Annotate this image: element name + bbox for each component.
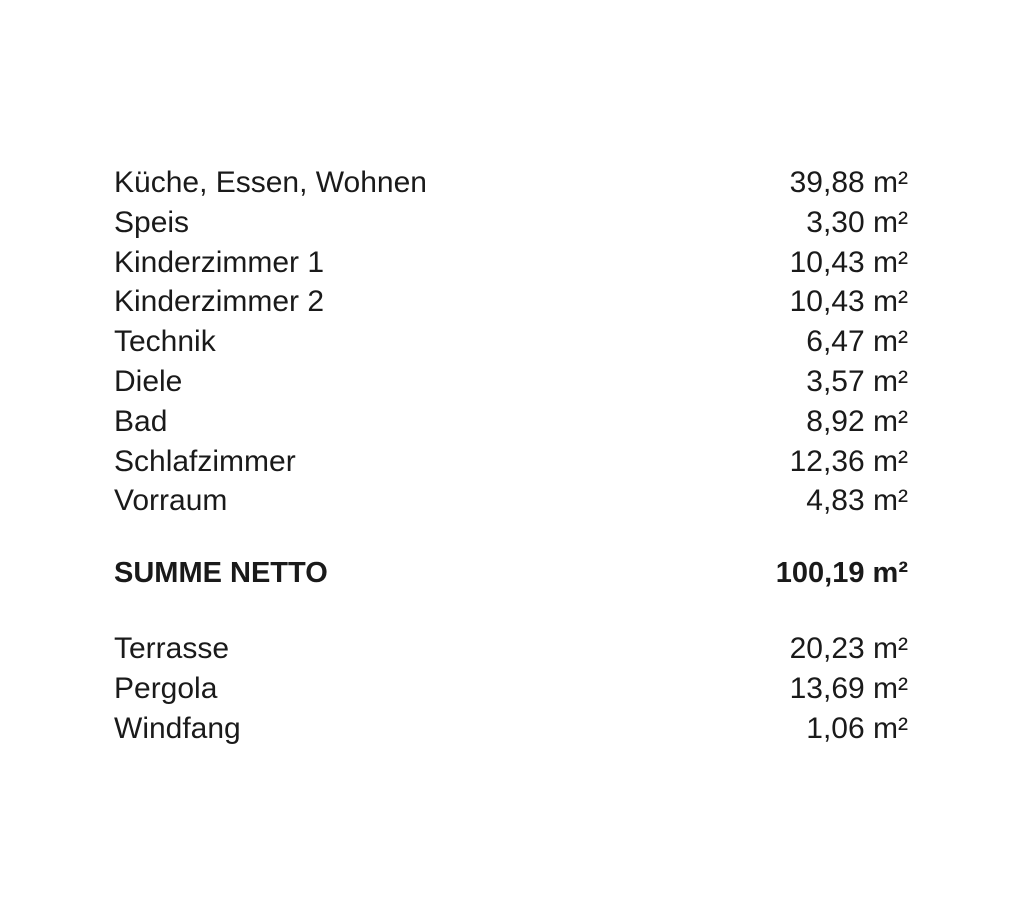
room-name: Kinderzimmer 1 [114, 245, 325, 279]
outdoor-area: 20,23 m² [789, 632, 908, 666]
room-name: Technik [114, 325, 216, 359]
room-row-technik [114, 322, 908, 362]
room-row-kinderzimmer-2 [114, 282, 908, 322]
summary-area: 100,19 m² [775, 557, 908, 590]
room-row-bad [114, 402, 908, 442]
room-name: Speis [114, 205, 190, 239]
outdoor-name: Terrasse [114, 632, 230, 666]
room-name: Vorraum [114, 484, 228, 518]
outdoor-name: Windfang [114, 711, 241, 745]
outdoor-name: Pergola [114, 671, 218, 705]
room-area: 39,88 m² [789, 166, 908, 199]
room-area: 12,36 m² [789, 444, 908, 478]
room-row-diele [114, 362, 908, 402]
outdoor-row-windfang [114, 709, 908, 749]
outdoor-row-terrasse [114, 629, 908, 669]
room-area: 10,43 m² [789, 245, 908, 279]
room-area: 3,57 m² [806, 364, 908, 398]
room-name: Kinderzimmer 2 [114, 285, 325, 319]
area-table [114, 163, 908, 749]
room-area: 10,43 m² [789, 285, 908, 319]
room-row-kueche [114, 163, 908, 203]
room-row-kinderzimmer-1 [114, 243, 908, 283]
room-name: Küche, Essen, Wohnen [114, 166, 427, 199]
room-area: 3,30 m² [806, 205, 908, 239]
section-spacer [114, 593, 908, 629]
room-row-schlafzimmer [114, 442, 908, 482]
room-name: Bad [114, 404, 168, 438]
room-row-vorraum [114, 481, 908, 521]
outdoor-row-pergola [114, 669, 908, 709]
room-name: Schlafzimmer [114, 444, 296, 478]
room-area: 6,47 m² [806, 325, 908, 359]
summary-label: SUMME NETTO [114, 557, 328, 590]
room-row-speis [114, 203, 908, 243]
room-area: 8,92 m² [806, 404, 908, 438]
section-spacer [114, 521, 908, 553]
outdoor-area: 1,06 m² [806, 711, 908, 745]
room-area: 4,83 m² [806, 484, 908, 518]
outdoor-area: 13,69 m² [789, 671, 908, 705]
summary-row [114, 553, 908, 593]
room-name: Diele [114, 364, 183, 398]
